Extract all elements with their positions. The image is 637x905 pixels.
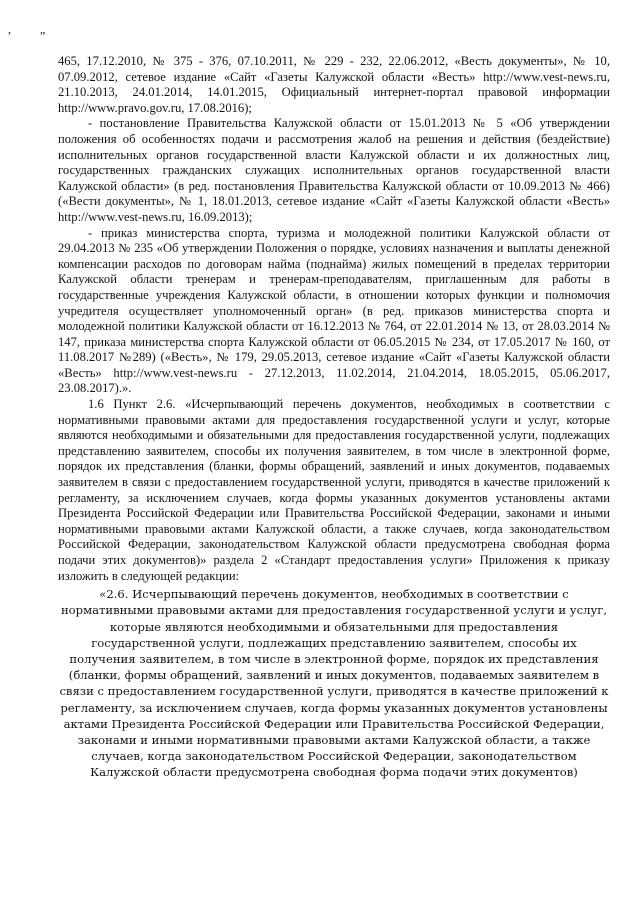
- paragraph-item-1-6: 1.6 Пункт 2.6. «Исчерпывающий перечень документов, необходимых в соответствии с нормативными правовыми актами для предоставления государственной услуги и услуг, которые являются необходимыми и обязательными для предоставления государственной услуги, подлежащих представлению заявителем, способы их получения заявителем, в том числе в электронной форме, порядок их представления (бланки, формы обращений, заявлений и иных документов, подаваемых заявителем в связи с предоставлением государственной услуги, приводятся в качестве приложений к регламенту, за исключением случаев, когда формы указанных документов установлены актами Президента Российской Федерации или Правительства Российской Федерации, законами и иными нормативными правовыми актами Калужской области, а также случаев, когда законодательством Российской Федерации, законодательством Калужской области предусмотрена свободная форма подачи этих документов)» раздела 2 «Стандарт предоставления услуги» Приложения к приказу изложить в следующей редакции:: [58, 397, 610, 583]
- paragraph-continuation: 465, 17.12.2010, № 375 - 376, 07.10.2011, № 229 - 232, 22.06.2012, «Весть документы», № 10, 07.09.2012, сетевое издание «Сайт «Газеты Калужской области «Весть» http://www.vest-news.ru, 21.10.2013, 24.01.2014, 14.01.2015, Официальный интернет-портал правовой информации http://www.pravo.gov.ru, 17.08.2016);: [58, 54, 610, 115]
- quoted-new-edition: «2.6. Исчерпывающий перечень документов, необходимых в соответствии с нормативными правовыми актами для предоставления государственной услуги и услуг, которые являются необходимыми и обязательными для предоставления государственной услуги, подлежащих представлению заявителем, способы их получения заявителем, в том числе в электронной форме, порядок их представления (бланки, формы обращений, заявлений и иных документов, подаваемых заявителем в связи с предоставлением государственной услуги, приводятся в качестве приложений к регламенту, за исключением случаев, когда формы указанных документов установлены актами Президента Российской Федерации или Правительства Российской Федерации, законами и иными нормативными правовыми актами Калужской области, а также случаев, когда законодательством Российской Федерации, законодательством Калужской области предусмотрена свободная форма подачи этих документов): [59, 587, 609, 780]
- document-page: [58, 54, 610, 781]
- scan-mark-left: ,: [8, 22, 11, 36]
- scan-mark-right: „: [40, 22, 46, 36]
- paragraph-order-235: - приказ министерства спорта, туризма и молодежной политики Калужской области от 29.04.2013 № 235 «Об утверждении Положения о порядке, условиях назначения и выплаты денежной компенсации расходов по договорам найма (поднайма) жилых помещений в пределах территории Калужской области тренерам и тренерам-преподавателям, приглашенным для работы в государственные учреждения Калужской области, в отношении которых функции и полномочия учредителя осуществляет уполномоченный орган» (в ред. приказов министерства спорта и молодежной политики Калужской области от 16.12.2013 № 764, от 22.01.2014 № 13, от 28.03.2014 № 147, приказа министерства спорта Калужской области от 06.05.2015 № 234, от 17.05.2017 № 160, от 11.08.2017 №289) («Весть», № 179, 29.05.2013, сетевое издание «Сайт «Газеты Калужской области «Весть» http://www.vest-news.ru - 27.12.2013, 11.02.2014, 21.04.2014, 18.05.2015, 05.06.2017, 23.08.2017).».: [58, 225, 610, 396]
- paragraph-resolution-5: - постановление Правительства Калужской области от 15.01.2013 № 5 «Об утверждении положения об особенностях подачи и рассмотрения жалоб на решения и действия (бездействие) исполнительных органов государственной власти Калужской области и их должностных лиц, государственных гражданских служащих исполнительных органов государственной власти Калужской области» (в ред. постановления Правительства Калужской области от 10.09.2013 № 466) («Вести документы», № 1, 18.01.2013, сетевое издание «Сайт «Газеты Калужской области «Весть» http://www.vest-news.ru, 16.09.2013);: [58, 116, 610, 224]
